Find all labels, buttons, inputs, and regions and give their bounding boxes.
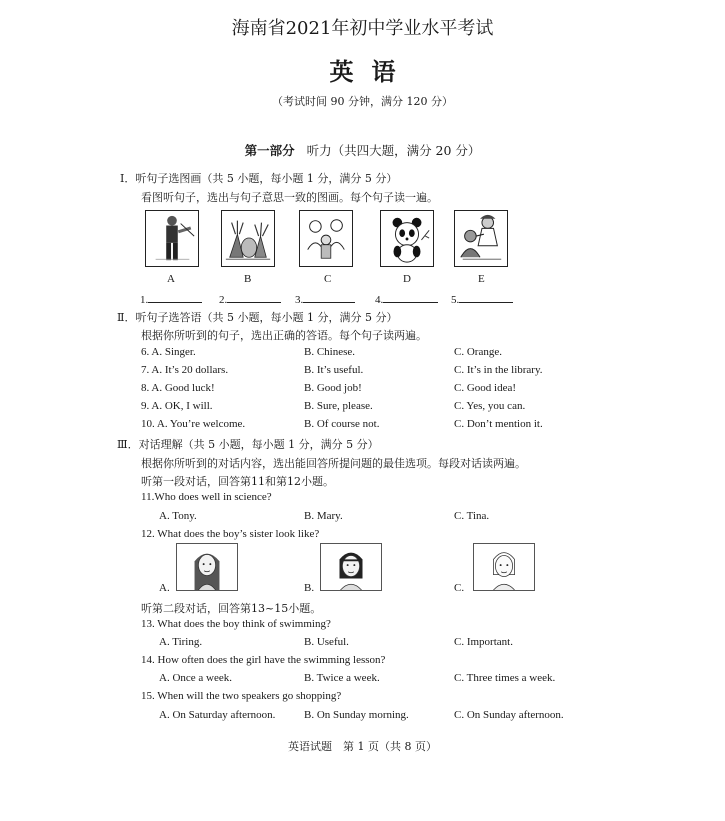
picture-d (380, 210, 434, 267)
dialog-1-intro: 听第一段对话，回答第11和第12小题。 (141, 475, 334, 488)
dentist-icon (455, 211, 507, 266)
dialog-2-intro: 听第二段对话，回答第13~15小题。 (141, 602, 322, 615)
answer-blank-5[interactable] (451, 291, 513, 306)
q11-text: 11.Who does well in science? (141, 491, 272, 503)
q12-option-b[interactable]: B. (304, 582, 315, 594)
q7-option-b[interactable]: B. It’s useful. (304, 364, 364, 376)
section-2-heading: Ⅱ．听句子选答语（共 5 小题，每小题 1 分，满分 5 分） (117, 311, 398, 324)
q8-option-a[interactable]: 8. A. Good luck! (141, 382, 215, 394)
answer-blank-3[interactable] (295, 291, 355, 306)
q6-option-c[interactable]: C. Orange. (454, 346, 502, 358)
short-straight-hair-girl-icon (321, 544, 381, 590)
section-1-heading: Ⅰ．听句子选图画（共 5 小题，每小题 1 分，满分 5 分） (120, 172, 398, 185)
panda-icon (381, 211, 433, 266)
vegetables-icon (222, 211, 274, 266)
q14-option-a[interactable]: A. Once a week. (159, 672, 232, 684)
q11-option-c[interactable]: C. Tina. (454, 510, 490, 522)
answer-blank-2[interactable] (219, 291, 281, 306)
time-info: （考试时间 90 分钟，满分 120 分） (272, 95, 453, 108)
q9-option-a[interactable]: 9. A. OK, I will. (141, 400, 213, 412)
picture-label-d: D (403, 273, 411, 285)
q8-option-c[interactable]: C. Good idea! (454, 382, 517, 394)
subject-title: 英语 (329, 57, 414, 86)
q11-option-b[interactable]: B. Mary. (304, 510, 343, 522)
q12-option-a[interactable]: A. (159, 582, 170, 594)
picture-e (454, 210, 508, 267)
answer-blank-4[interactable] (375, 291, 438, 306)
q6-option-a[interactable]: 6. A. Singer. (141, 346, 196, 358)
q12-picture-b[interactable] (320, 543, 382, 591)
q10-option-b[interactable]: B. Of course not. (304, 418, 380, 430)
q13-option-c[interactable]: C. Important. (454, 636, 513, 648)
q13-option-b[interactable]: B. Useful. (304, 636, 349, 648)
part-title: 听力（共四大题，满分 20 分） (306, 143, 481, 158)
picture-b (221, 210, 275, 267)
q15-text: 15. When will the two speakers go shopping? (141, 690, 342, 702)
exam-title: 海南省2021年初中学业水平考试 (231, 18, 494, 39)
short-blonde-hair-girl-icon (474, 544, 534, 590)
q13-option-a[interactable]: A. Tiring. (159, 636, 203, 648)
section-2-instruction: 根据你所听到的句子，选出正确的答语。每个句子读两遍。 (141, 329, 427, 342)
q11-option-a[interactable]: A. Tony. (159, 510, 197, 522)
q9-option-c[interactable]: C. Yes, you can. (454, 400, 526, 412)
section-3-instruction: 根据你所听到的对话内容，选出能回答所提问题的最佳选项。每段对话读两遍。 (141, 457, 526, 470)
q15-option-b[interactable]: B. On Sunday morning. (304, 709, 409, 721)
q14-option-c[interactable]: C. Three times a week. (454, 672, 556, 684)
q14-option-b[interactable]: B. Twice a week. (304, 672, 380, 684)
picture-label-e: E (478, 273, 485, 285)
blank-number: 2. (219, 294, 228, 306)
q13-text: 13. What does the boy think of swimming? (141, 618, 331, 630)
blank-number: 1. (140, 294, 149, 306)
picture-label-a: A (167, 273, 175, 285)
q6-option-b[interactable]: B. Chinese. (304, 346, 356, 358)
family-icon (300, 211, 352, 266)
long-hair-girl-icon (177, 544, 237, 590)
q7-option-c[interactable]: C. It’s in the library. (454, 364, 543, 376)
q15-option-c[interactable]: C. On Sunday afternoon. (454, 709, 564, 721)
picture-a (145, 210, 199, 267)
part-label: 第一部分 (244, 143, 295, 158)
answer-blank-1[interactable] (140, 291, 202, 306)
blank-number: 5. (451, 294, 460, 306)
q14-text: 14. How often does the girl have the swimming lesson? (141, 654, 386, 666)
blank-number: 4. (375, 294, 384, 306)
q8-option-b[interactable]: B. Good job! (304, 382, 362, 394)
blank-number: 3. (295, 294, 304, 306)
q12-option-c[interactable]: C. (454, 582, 465, 594)
q7-option-a[interactable]: 7. A. It’s 20 dollars. (141, 364, 229, 376)
q12-picture-a[interactable] (176, 543, 238, 591)
picture-c (299, 210, 353, 267)
violin-player-icon (146, 211, 198, 266)
section-1-instruction: 看图听句子，选出与句子意思一致的图画。每个句子读一遍。 (141, 191, 438, 204)
q10-option-c[interactable]: C. Don’t mention it. (454, 418, 543, 430)
picture-label-c: C (324, 273, 332, 285)
q9-option-b[interactable]: B. Sure, please. (304, 400, 373, 412)
picture-label-b: B (244, 273, 252, 285)
section-3-heading: Ⅲ．对话理解（共 5 小题，每小题 1 分，满分 5 分） (117, 438, 379, 451)
q10-option-a[interactable]: 10. A. You’re welcome. (141, 418, 246, 430)
q12-picture-c[interactable] (473, 543, 535, 591)
q12-text: 12. What does the boy’s sister look like? (141, 528, 320, 540)
part-one-heading (0, 141, 725, 159)
q15-option-a[interactable]: A. On Saturday afternoon. (159, 709, 276, 721)
page-footer: 英语试题 第 1 页（共 8 页） (288, 740, 437, 753)
